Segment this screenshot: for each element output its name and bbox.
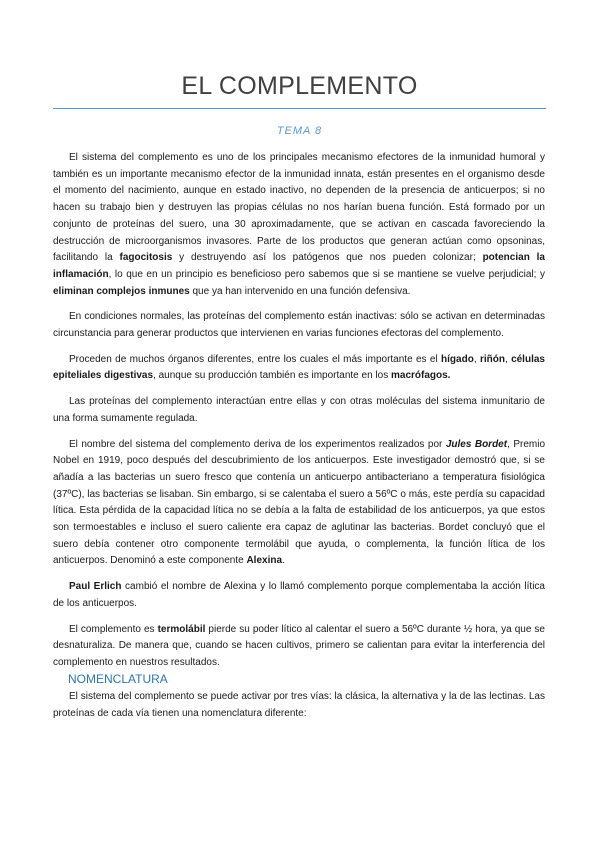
text-run: y destruyendo así los patógenos que nos pueden colonizar; [172, 252, 483, 264]
text-run: pierde su poder lítico al calentar el suero a 56ºC durante ½ hora, ya que se desnaturaliza. De manera que, cuando se hacen cultivos, primero se calientan para evitar la interferencia del complemento en nuestros resultados. [53, 623, 545, 668]
bold-term: potencian la inflamación [53, 252, 545, 280]
bold-term: células epiteliales digestivas [53, 353, 545, 382]
text-run: , [473, 353, 480, 365]
body-paragraph [53, 150, 545, 300]
body-paragraph [53, 437, 545, 571]
bold-term: macrófagos. [391, 370, 451, 382]
title-underline [53, 108, 546, 109]
text-run: , lo que en un principio es beneficioso pero sabemos que si se mantiene se vuelve perjudicial; y [108, 268, 545, 280]
text-run: En condiciones normales, las proteínas del complemento están inactivas: sólo se activan en determinadas circunstancia para generar productos que intervienen en varias funciones efectoras del complemento. [53, 311, 545, 340]
text-run: cambió el nombre de Alexina y lo llamó complemento porque complementaba la acción lítica de los anticuerpos. [53, 581, 545, 609]
body-text [53, 150, 545, 681]
text-run: Proceden de muchos órganos diferentes, entre los cuales el más importante es el [69, 353, 442, 365]
section-paragraph: El sistema del complemento se puede activar por tres vías: la clásica, la alternativa y la de las lectinas. Las proteínas de cada vía tienen una nomenclatura diferente: [53, 691, 545, 719]
body-paragraph [53, 622, 545, 672]
text-run: Las proteínas del complemento interactúan entre ellas y con otras moléculas del sistema inmunitario de una forma sumamente regulada. [53, 396, 545, 424]
bold-term: riñón [479, 353, 505, 365]
document-title: EL COMPLEMENTO [181, 72, 418, 100]
bold-term: hígado [441, 353, 474, 365]
text-run: . [282, 555, 285, 567]
body-paragraph [53, 352, 545, 385]
section-text [53, 689, 545, 722]
text-run: El sistema del complemento es uno de los principales mecanismo efectores de la inmunidad humoral y también es un importante mecanismo efector de la inmunidad innata, están presentes en el organismo desde el momento del nacimiento, aunque en estado inactivo, no dependen de la presencia de anticuerpos; si no hacen su trabajo bien y destruyen las propias células no nos harían buena función. Está formado por un conjunto de proteínas del suero, una 30 aproximadamente, que se activan en cascada favoreciendo la destrucción de microorganismos invasores. Parte de los productos que generan actúan como opsoninas, facilitando la [53, 152, 545, 264]
section-heading: NOMENCLATURA [68, 672, 168, 686]
body-paragraph [53, 579, 545, 612]
text-run: El nombre del sistema del complemento deriva de los experimentos realizados por [69, 438, 446, 450]
bold-term: Alexina [246, 555, 283, 567]
bold-term: eliminan complejos inmunes [53, 285, 190, 297]
bold-term: Jules Bordet [445, 438, 508, 450]
text-run: El complemento es [69, 623, 158, 635]
document-subtitle: TEMA 8 [276, 125, 323, 137]
bold-term: Paul Erlich [69, 581, 122, 593]
text-run: , [504, 353, 512, 365]
bold-term: termolábil [157, 623, 206, 635]
text-run: , Premio Nobel en 1919, poco después del descubrimiento de los anticuerpos. Este investigador demostró que, si se añadía a las bacterias un suero fresco que contenía un anticuerpo antibacteriano a temperatura fisiológica (37ºC), las bacterias se lisaban. Sin embargo, si se calentaba el suero a 56ºC o más, este perdía su capacidad lítica. Esta pérdida de la capacidad lítica no se debía a la falta de estabilidad de los anticuerpos, ya que estos son termoestables e incluso el suero caliente era capaz de aglutinar las bacterias. Bordet concluyó que el suero debía contener otro componente termolábil que ayuda, o complementa, la función lítica de los anticuerpos. Denominó a este componente [53, 438, 546, 567]
text-run: que ya han intervenido en una función defensiva. [189, 285, 411, 297]
body-paragraph [53, 394, 545, 427]
body-paragraph [53, 309, 545, 342]
bold-term: fagocitosis [119, 252, 173, 264]
text-run: , aunque su producción también es importante en los [153, 370, 391, 382]
